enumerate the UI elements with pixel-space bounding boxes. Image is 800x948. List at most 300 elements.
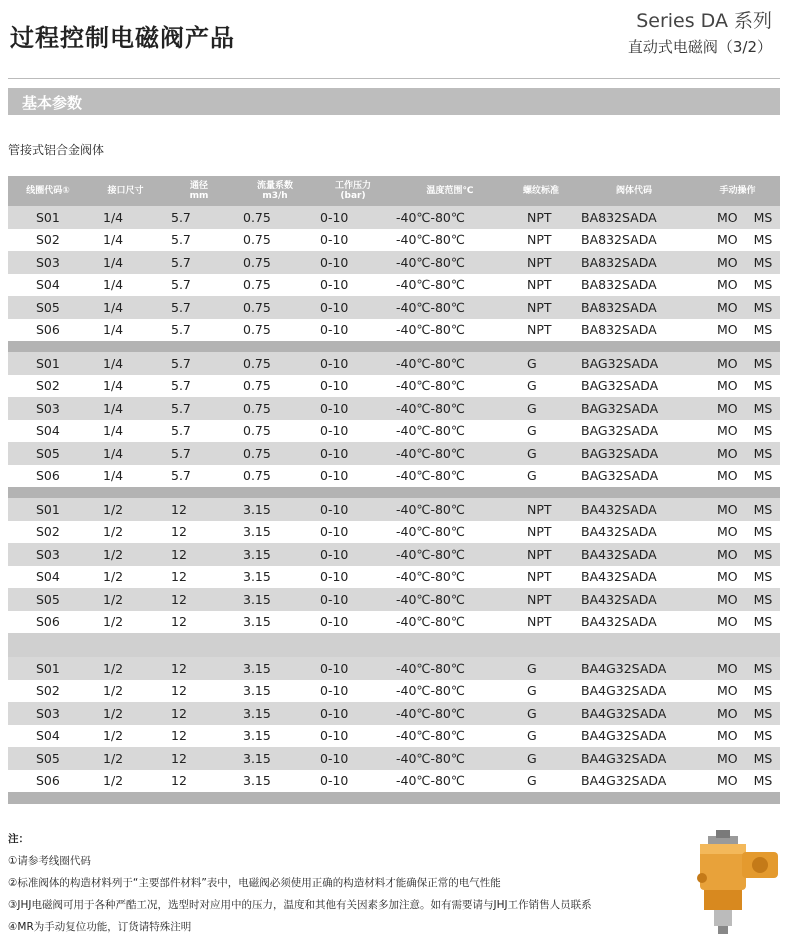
cell-flow-coefficient: 3.15	[243, 546, 271, 562]
cell-pressure: 0-10	[320, 423, 349, 439]
manual-ms: MS	[753, 468, 773, 484]
cell-coil-code: S02	[36, 524, 60, 540]
cell-orifice: 12	[171, 614, 187, 630]
cell-temperature: -40℃-80℃	[396, 524, 465, 540]
table-row	[8, 375, 780, 398]
cell-temperature: -40℃-80℃	[396, 546, 465, 562]
manual-ms: MS	[753, 750, 773, 766]
cell-coil-code: S03	[36, 546, 60, 562]
cell-temperature: -40℃-80℃	[396, 501, 465, 517]
cell-coil-code: S06	[36, 322, 60, 338]
cell-coil-code: S01	[36, 501, 60, 517]
cell-orifice: 5.7	[171, 423, 191, 439]
cell-port-size: 1/2	[103, 591, 124, 607]
header-port-size: 接口尺寸	[107, 186, 144, 196]
cell-manual-operation	[695, 322, 780, 337]
cell-flow-coefficient: 3.15	[243, 773, 271, 789]
header-body-code: 阀体代码	[615, 186, 652, 196]
cell-coil-code: S02	[36, 232, 60, 248]
cell-thread: NPT	[527, 322, 552, 338]
cell-manual-operation	[695, 232, 780, 247]
cell-orifice: 5.7	[171, 232, 191, 248]
table-row	[8, 680, 780, 703]
manual-mo: MO	[717, 660, 738, 676]
cell-thread: G	[527, 355, 537, 371]
cell-coil-code: S04	[36, 423, 60, 439]
table-body	[8, 206, 780, 804]
cell-manual-operation	[695, 614, 780, 629]
cell-thread: NPT	[527, 501, 552, 517]
cell-body-code: BAG32SADA	[581, 468, 659, 484]
header-divider	[8, 78, 780, 79]
cell-body-code: BA432SADA	[581, 569, 657, 585]
cell-thread: G	[527, 400, 537, 416]
cell-port-size: 1/4	[103, 355, 124, 371]
cell-orifice: 12	[171, 773, 187, 789]
cell-orifice: 5.7	[171, 468, 191, 484]
cell-thread: NPT	[527, 591, 552, 607]
cell-body-code: BA432SADA	[581, 614, 657, 630]
manual-mo: MO	[717, 400, 738, 416]
cell-manual-operation	[695, 547, 780, 562]
cell-thread: G	[527, 468, 537, 484]
group-separator	[8, 487, 780, 498]
manual-mo: MO	[717, 232, 738, 248]
cell-pressure: 0-10	[320, 400, 349, 416]
cell-thread: NPT	[527, 209, 552, 225]
table-row	[8, 296, 780, 319]
table-row	[8, 588, 780, 611]
cell-port-size: 1/4	[103, 209, 124, 225]
cell-port-size: 1/2	[103, 705, 124, 721]
cell-body-code: BA832SADA	[581, 277, 657, 293]
cell-thread: G	[527, 705, 537, 721]
cell-temperature: -40℃-80℃	[396, 400, 465, 416]
cell-port-size: 1/4	[103, 232, 124, 248]
cell-temperature: -40℃-80℃	[396, 277, 465, 293]
table-row	[8, 747, 780, 770]
cell-flow-coefficient: 3.15	[243, 591, 271, 607]
table-row	[8, 702, 780, 725]
manual-ms: MS	[753, 400, 773, 416]
cell-body-code: BA4G32SADA	[581, 683, 667, 699]
manual-ms: MS	[753, 683, 773, 699]
cell-port-size: 1/2	[103, 728, 124, 744]
manual-ms: MS	[753, 378, 773, 394]
cell-coil-code: S03	[36, 705, 60, 721]
cell-pressure: 0-10	[320, 614, 349, 630]
manual-ms: MS	[753, 355, 773, 371]
cell-manual-operation	[695, 683, 780, 698]
cell-manual-operation	[695, 210, 780, 225]
cell-body-code: BA4G32SADA	[581, 728, 667, 744]
series-label: Series DA 系列	[636, 10, 772, 32]
cell-temperature: -40℃-80℃	[396, 750, 465, 766]
cell-flow-coefficient: 3.15	[243, 728, 271, 744]
cell-pressure: 0-10	[320, 378, 349, 394]
cell-flow-coefficient: 0.75	[243, 423, 271, 439]
header-pressure: 工作压力 (bar)	[334, 181, 371, 201]
cell-orifice: 5.7	[171, 209, 191, 225]
note-3: ③JHJ电磁阀可用于各种严酷工况，选型时对应用中的压力，温度和其他有关因素多加注意。如有需要请与JHJ工作销售人员联系	[8, 899, 592, 911]
cell-manual-operation	[695, 300, 780, 315]
cell-temperature: -40℃-80℃	[396, 773, 465, 789]
series-subtitle: 直动式电磁阀（3/2）	[627, 38, 772, 56]
cell-port-size: 1/4	[103, 378, 124, 394]
cell-coil-code: S03	[36, 254, 60, 270]
cell-flow-coefficient: 3.15	[243, 614, 271, 630]
manual-ms: MS	[753, 501, 773, 517]
cell-coil-code: S04	[36, 569, 60, 585]
manual-mo: MO	[717, 254, 738, 270]
cell-port-size: 1/2	[103, 773, 124, 789]
parameter-table	[8, 176, 780, 804]
cell-manual-operation	[695, 468, 780, 483]
manual-mo: MO	[717, 591, 738, 607]
manual-ms: MS	[753, 209, 773, 225]
cell-orifice: 5.7	[171, 378, 191, 394]
header-coil-code: 线圈代码①	[26, 186, 70, 196]
cell-pressure: 0-10	[320, 209, 349, 225]
cell-port-size: 1/4	[103, 299, 124, 315]
cell-body-code: BA432SADA	[581, 591, 657, 607]
manual-ms: MS	[753, 614, 773, 630]
cell-orifice: 5.7	[171, 322, 191, 338]
note-2: ②标准阀体的构造材料列于“主要部件材料”表中，电磁阀必须使用正确的构造材料才能确保正常的电气性能	[8, 877, 501, 889]
cell-coil-code: S05	[36, 750, 60, 766]
cell-thread: NPT	[527, 524, 552, 540]
manual-mo: MO	[717, 614, 738, 630]
cell-pressure: 0-10	[320, 355, 349, 371]
cell-temperature: -40℃-80℃	[396, 232, 465, 248]
table-row	[8, 465, 780, 488]
cell-temperature: -40℃-80℃	[396, 254, 465, 270]
group-separator	[8, 792, 780, 804]
cell-port-size: 1/4	[103, 468, 124, 484]
cell-manual-operation	[695, 661, 780, 676]
cell-manual-operation	[695, 706, 780, 721]
manual-mo: MO	[717, 445, 738, 461]
cell-orifice: 12	[171, 705, 187, 721]
cell-body-code: BA832SADA	[581, 299, 657, 315]
manual-ms: MS	[753, 773, 773, 789]
cell-flow-coefficient: 3.15	[243, 683, 271, 699]
cell-pressure: 0-10	[320, 773, 349, 789]
notes-title: 注：	[8, 833, 29, 845]
cell-coil-code: S05	[36, 299, 60, 315]
manual-mo: MO	[717, 209, 738, 225]
cell-manual-operation	[695, 423, 780, 438]
manual-mo: MO	[717, 277, 738, 293]
table-row	[8, 521, 780, 544]
cell-flow-coefficient: 0.75	[243, 277, 271, 293]
cell-flow-coefficient: 0.75	[243, 468, 271, 484]
notes	[8, 828, 592, 938]
cell-flow-coefficient: 3.15	[243, 524, 271, 540]
manual-ms: MS	[753, 445, 773, 461]
cell-port-size: 1/2	[103, 750, 124, 766]
cell-pressure: 0-10	[320, 322, 349, 338]
cell-manual-operation	[695, 277, 780, 292]
table-row	[8, 611, 780, 634]
page-title: 过程控制电磁阀产品	[10, 24, 235, 52]
cell-orifice: 12	[171, 501, 187, 517]
cell-body-code: BA832SADA	[581, 232, 657, 248]
cell-port-size: 1/2	[103, 524, 124, 540]
cell-coil-code: S02	[36, 683, 60, 699]
cell-port-size: 1/4	[103, 445, 124, 461]
table-row	[8, 274, 780, 297]
cell-body-code: BA432SADA	[581, 524, 657, 540]
table-row	[8, 770, 780, 793]
cell-pressure: 0-10	[320, 728, 349, 744]
manual-ms: MS	[753, 322, 773, 338]
section-header	[8, 88, 780, 115]
table-row	[8, 498, 780, 521]
cell-body-code: BAG32SADA	[581, 445, 659, 461]
manual-ms: MS	[753, 705, 773, 721]
cell-flow-coefficient: 0.75	[243, 254, 271, 270]
cell-pressure: 0-10	[320, 660, 349, 676]
cell-body-code: BA832SADA	[581, 209, 657, 225]
cell-orifice: 12	[171, 591, 187, 607]
cell-coil-code: S05	[36, 445, 60, 461]
table-row	[8, 725, 780, 748]
cell-coil-code: S06	[36, 614, 60, 630]
cell-body-code: BA4G32SADA	[581, 705, 667, 721]
table-row	[8, 206, 780, 229]
header-flow-coefficient: 流量系数 m3/h	[256, 181, 293, 201]
cell-body-code: BAG32SADA	[581, 378, 659, 394]
cell-temperature: -40℃-80℃	[396, 683, 465, 699]
cell-body-code: BA832SADA	[581, 254, 657, 270]
cell-coil-code: S02	[36, 378, 60, 394]
manual-mo: MO	[717, 355, 738, 371]
table-row	[8, 657, 780, 680]
cell-pressure: 0-10	[320, 299, 349, 315]
cell-flow-coefficient: 0.75	[243, 378, 271, 394]
manual-ms: MS	[753, 524, 773, 540]
cell-temperature: -40℃-80℃	[396, 728, 465, 744]
cell-body-code: BAG32SADA	[581, 355, 659, 371]
cell-port-size: 1/2	[103, 614, 124, 630]
cell-thread: NPT	[527, 299, 552, 315]
cell-port-size: 1/2	[103, 546, 124, 562]
cell-pressure: 0-10	[320, 254, 349, 270]
cell-flow-coefficient: 0.75	[243, 209, 271, 225]
cell-manual-operation	[695, 751, 780, 766]
cell-pressure: 0-10	[320, 524, 349, 540]
cell-body-code: BA4G32SADA	[581, 660, 667, 676]
manual-mo: MO	[717, 423, 738, 439]
cell-temperature: -40℃-80℃	[396, 423, 465, 439]
cell-orifice: 12	[171, 546, 187, 562]
manual-mo: MO	[717, 705, 738, 721]
cell-temperature: -40℃-80℃	[396, 660, 465, 676]
cell-orifice: 12	[171, 524, 187, 540]
header-orifice: 通径 mm	[189, 181, 209, 201]
manual-mo: MO	[717, 378, 738, 394]
cell-pressure: 0-10	[320, 569, 349, 585]
table-caption: 管接式铝合金阀体	[8, 143, 105, 157]
cell-orifice: 5.7	[171, 400, 191, 416]
cell-temperature: -40℃-80℃	[396, 445, 465, 461]
table-row	[8, 543, 780, 566]
note-1: ①请参考线圈代码	[8, 855, 91, 867]
table-row	[8, 420, 780, 443]
cell-temperature: -40℃-80℃	[396, 299, 465, 315]
table-row	[8, 442, 780, 465]
cell-port-size: 1/4	[103, 400, 124, 416]
cell-pressure: 0-10	[320, 705, 349, 721]
cell-thread: NPT	[527, 232, 552, 248]
cell-flow-coefficient: 3.15	[243, 750, 271, 766]
cell-coil-code: S05	[36, 591, 60, 607]
cell-temperature: -40℃-80℃	[396, 705, 465, 721]
cell-manual-operation	[695, 446, 780, 461]
manual-ms: MS	[753, 254, 773, 270]
manual-ms: MS	[753, 591, 773, 607]
table-row	[8, 352, 780, 375]
cell-port-size: 1/2	[103, 501, 124, 517]
cell-thread: G	[527, 750, 537, 766]
cell-pressure: 0-10	[320, 277, 349, 293]
cell-manual-operation	[695, 401, 780, 416]
cell-coil-code: S06	[36, 773, 60, 789]
manual-ms: MS	[753, 569, 773, 585]
cell-port-size: 1/2	[103, 660, 124, 676]
cell-port-size: 1/2	[103, 683, 124, 699]
table-row	[8, 229, 780, 252]
cell-temperature: -40℃-80℃	[396, 569, 465, 585]
cell-pressure: 0-10	[320, 232, 349, 248]
section-title: 基本参数	[22, 94, 83, 112]
table-row	[8, 319, 780, 342]
manual-mo: MO	[717, 683, 738, 699]
table-row	[8, 251, 780, 274]
header-temperature: 温度范围℃	[426, 186, 474, 196]
cell-flow-coefficient: 0.75	[243, 299, 271, 315]
cell-flow-coefficient: 3.15	[243, 705, 271, 721]
cell-orifice: 5.7	[171, 254, 191, 270]
manual-mo: MO	[717, 750, 738, 766]
cell-thread: G	[527, 773, 537, 789]
cell-orifice: 12	[171, 750, 187, 766]
header-thread: 螺纹标准	[522, 186, 559, 196]
cell-orifice: 12	[171, 660, 187, 676]
cell-orifice: 12	[171, 683, 187, 699]
cell-coil-code: S06	[36, 468, 60, 484]
manual-ms: MS	[753, 277, 773, 293]
cell-body-code: BAG32SADA	[581, 400, 659, 416]
cell-temperature: -40℃-80℃	[396, 209, 465, 225]
cell-flow-coefficient: 0.75	[243, 322, 271, 338]
manual-mo: MO	[717, 524, 738, 540]
cell-port-size: 1/4	[103, 277, 124, 293]
cell-port-size: 1/4	[103, 254, 124, 270]
table-row	[8, 566, 780, 589]
cell-thread: NPT	[527, 569, 552, 585]
cell-thread: G	[527, 378, 537, 394]
cell-body-code: BA4G32SADA	[581, 773, 667, 789]
manual-ms: MS	[753, 299, 773, 315]
cell-flow-coefficient: 0.75	[243, 445, 271, 461]
cell-manual-operation	[695, 378, 780, 393]
cell-thread: NPT	[527, 546, 552, 562]
manual-mo: MO	[717, 546, 738, 562]
manual-mo: MO	[717, 468, 738, 484]
cell-coil-code: S04	[36, 277, 60, 293]
cell-port-size: 1/4	[103, 423, 124, 439]
cell-thread: NPT	[527, 254, 552, 270]
cell-flow-coefficient: 0.75	[243, 232, 271, 248]
manual-mo: MO	[717, 728, 738, 744]
cell-temperature: -40℃-80℃	[396, 355, 465, 371]
cell-manual-operation	[695, 502, 780, 517]
cell-manual-operation	[695, 592, 780, 607]
cell-port-size: 1/2	[103, 569, 124, 585]
note-4: ④MR为手动复位功能，订货请特殊注明	[8, 921, 192, 933]
cell-manual-operation	[695, 728, 780, 743]
cell-temperature: -40℃-80℃	[396, 468, 465, 484]
cell-coil-code: S01	[36, 355, 60, 371]
cell-thread: G	[527, 728, 537, 744]
cell-temperature: -40℃-80℃	[396, 614, 465, 630]
cell-flow-coefficient: 0.75	[243, 400, 271, 416]
cell-thread: G	[527, 683, 537, 699]
table-row	[8, 397, 780, 420]
valve-product-image	[686, 828, 782, 938]
cell-body-code: BA432SADA	[581, 501, 657, 517]
cell-body-code: BAG32SADA	[581, 423, 659, 439]
manual-mo: MO	[717, 322, 738, 338]
header-manual-operation: 手动操作	[719, 186, 756, 196]
manual-ms: MS	[753, 546, 773, 562]
cell-coil-code: S03	[36, 400, 60, 416]
cell-pressure: 0-10	[320, 750, 349, 766]
cell-orifice: 12	[171, 569, 187, 585]
cell-flow-coefficient: 0.75	[243, 355, 271, 371]
cell-coil-code: S01	[36, 209, 60, 225]
cell-thread: NPT	[527, 277, 552, 293]
manual-mo: MO	[717, 773, 738, 789]
cell-temperature: -40℃-80℃	[396, 378, 465, 394]
cell-pressure: 0-10	[320, 468, 349, 484]
cell-thread: G	[527, 445, 537, 461]
cell-thread: NPT	[527, 614, 552, 630]
manual-mo: MO	[717, 501, 738, 517]
manual-ms: MS	[753, 423, 773, 439]
cell-body-code: BA832SADA	[581, 322, 657, 338]
cell-port-size: 1/4	[103, 322, 124, 338]
cell-temperature: -40℃-80℃	[396, 322, 465, 338]
cell-coil-code: S01	[36, 660, 60, 676]
cell-orifice: 5.7	[171, 355, 191, 371]
group-separator	[8, 633, 780, 657]
cell-temperature: -40℃-80℃	[396, 591, 465, 607]
cell-body-code: BA432SADA	[581, 546, 657, 562]
cell-pressure: 0-10	[320, 546, 349, 562]
manual-ms: MS	[753, 232, 773, 248]
cell-orifice: 5.7	[171, 277, 191, 293]
cell-pressure: 0-10	[320, 591, 349, 607]
cell-thread: G	[527, 660, 537, 676]
manual-ms: MS	[753, 728, 773, 744]
cell-manual-operation	[695, 773, 780, 788]
cell-thread: G	[527, 423, 537, 439]
cell-pressure: 0-10	[320, 445, 349, 461]
table-header-row	[8, 176, 780, 206]
